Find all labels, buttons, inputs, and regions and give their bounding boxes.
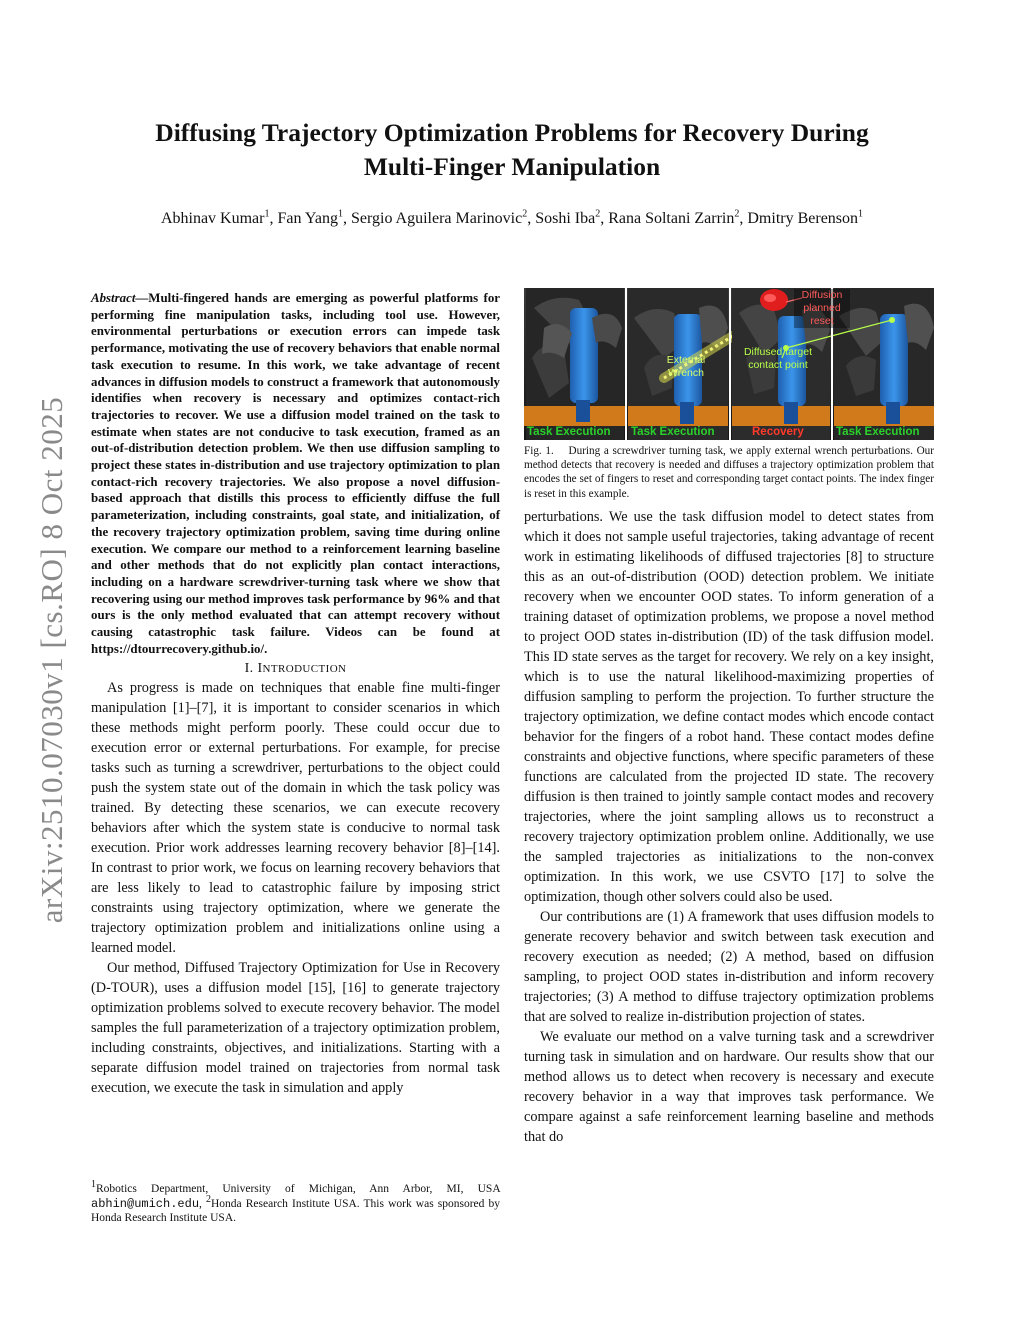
author-list [60, 208, 964, 230]
right-column [524, 288, 934, 1147]
author: Rana Soltani Zarrin$^2$, [608, 208, 748, 227]
figure-1-image [524, 288, 934, 440]
panel-label: Task Execution [527, 426, 611, 438]
figure-1-caption: Fig. 1. During a screwdriver turning task, we apply external wrench perturbations. Our method detects that recovery is needed and diffuses a trajectory optimization problem that encodes the set of fingers to reset and corresponding target contact points. The index finger is reset in this example. [524, 445, 935, 500]
panel-1 [524, 288, 626, 440]
abstract-text: Multi-fingered hands are emerging as powerful platforms for performing fine manipulation tasks, including tool use. However, environmental perturbations or execution errors can impede task performance, motivating the use of recovery behaviors that enable normal task execution to resume. In this work, we take advantage of recent advances in diffusion models to construct a framework that autonomously identifies when recovery is necessary and optimizes contact-rich trajectories to recover. We use a diffusion model trained on the task to estimate when states are not conducive to task execution, framed as an out-of-distribution detection problem. We then use diffusion sampling to project these states in-distribution and use trajectory optimization to plan contact-rich recovery trajectories. We also propose a novel diffusion-based approach that distills this process to efficiently diffuse the full parameterization, including constraints, goal state, and initialization, of the recovery trajectory optimization problem, saving time during online execution. We compare our method to a reinforcement learning baseline and other methods that do not explicitly plan contact interactions, including on a hardware screwdriver-turning task where we show that recovering using our method improves task performance by 96% and that ours is the only method evaluated that can attempt recovery without causing catastrophic task failure. Videos can be found at https://dtourrecovery.github.io/. [91, 291, 500, 656]
body-paragraph: We evaluate our method on a valve turning task and a screwdriver turning task in simulation and on hardware. Our results show that our method allows us to detect when recovery is necessary and execute recovery behavior in a way that improves task performance. We compare against a safe reinforcement learning baseline and methods that do [524, 1028, 934, 1145]
intro-paragraph: Our method, Diffused Trajectory Optimization for Use in Recovery (D-TOUR), uses a diffusion model [15], [16] to generate trajectory optimization problems solved to execute recovery behavior. The model samples the full parameterization of a trajectory optimization problem, including constraints, objectives, and initializations. Starting with a separate diffusion model trained on trajectories from normal task execution, we execute the task in simulation and apply [91, 960, 500, 1097]
paper-title [100, 116, 924, 184]
section-heading-introduction: I. INTRODUCTION [244, 661, 347, 677]
robot-hand-illustration [524, 288, 934, 440]
affiliation-footnote: $^1$Robotics Department, University of Michigan, Ann Arbor, MI, USA abhin@umich.edu, $^2$Honda Research Institute USA. This work was sponsored by Honda Research Institute USA. [91, 1179, 500, 1224]
annotation-diffusion-reset: Diffusion planned reset [794, 289, 850, 328]
abstract: Abstract—Multi-fingered hands are emerging as powerful platforms for performing fine manipulation tasks, including tool use. However, environmental perturbations or execution errors can impede task performance, motivating the use of recovery behaviors that enable normal task execution to resume. In this work, we take advantage of recent advances in diffusion models to construct a framework that autonomously identifies when recovery is necessary and optimizes contact-rich trajectories to recover. We use a diffusion model trained on the task to estimate when states are not conducive to task execution, framed as an out-of-distribution detection problem. We then use diffusion sampling to project these states in-distribution and use trajectory optimization to plan contact-rich recovery trajectories. We also propose a novel diffusion-based approach that distills this process to efficiently diffuse the full parameterization, including constraints, goal state, and initialization, of the recovery trajectory optimization problem, saving time during online execution. We compare our method to a reinforcement learning baseline and other methods that do not explicitly plan contact interactions, including on a hardware screwdriver-turning task where we show that recovering using our method improves task performance by 96% and that ours is the only method evaluated that can attempt recovery without causing catastrophic task failure. Videos can be found at https://dtourrecovery.github.io/. [91, 291, 500, 656]
author: Fan Yang$^1$, [277, 208, 351, 227]
annotation-diffused-target: Diffused target contact point [743, 346, 813, 371]
annotation-external-wrench: External Wrench [666, 354, 706, 379]
author: Abhinav Kumar$^1$, [160, 208, 278, 227]
panel-label: Task Execution [631, 426, 715, 438]
intro-paragraph: As progress is made on techniques that enable fine multi-finger manipulation [1]–[7], it is important to consider scenarios in which these methods might perform poorly. These could occur due to execution error or external perturbations. For example, for precise tasks such as turning a screwdriver, perturbations to the object could push the system state out of the domain in which the task policy was trained. By detecting these scenarios, we can execute recovery behaviors after which the system state is conducive to normal task execution. Prior work addresses learning recovery behavior [8]–[14]. In contrast to prior work, we focus on learning recovery behaviors that are less likely to lead to catastrophic failure by imposing strict constraints using trajectory optimization, where we generate the trajectory optimization problem and initializations online using a learned model. [91, 680, 500, 957]
body-paragraph: perturbations. We use the task diffusion model to detect states from which it does not sample useful trajectories, taking advantage of recent work in estimating likelihoods of diffused trajectories [8] to structure this as an out-of-distribution (OOD) detection problem. We initiate recovery when we encounter OOD states. To inform generation of a training dataset of optimization problems, we propose a novel method to project OOD states in-distribution (ID) of the task diffusion model. This ID state serves as the target for recovery. We rely on a key insight, which is to use the natural likelihood-maximizing properties of diffusion sampling to perform the projection. To further structure the trajectory optimization, we define contact modes which encode contact behavior for the fingers of a robot hand. These contact modes define constraints and objective functions, where specific parameters of these functions are calculated from the projected ID state. The recovery diffusion is then trained to jointly sample contact modes and recovery trajectories, where the joint sampling allows us to reconstruct a recovery trajectory optimization problem online. Additionally, we use the sampled trajectories as initializations to the non-convex optimization. In this work, we use CSVTO [17] to solve the optimization, though other solvers could also be used. [524, 508, 934, 905]
title-line-1: Diffusing Trajectory Optimization Problems for Recovery During [155, 118, 869, 147]
figure-label: Fig. 1. [524, 445, 554, 457]
title-line-2: Multi-Finger Manipulation [363, 152, 661, 181]
panel-label: Recovery [752, 426, 804, 438]
email-link[interactable]: abhin@umich.edu [91, 1196, 200, 1211]
body-paragraph: Our contributions are (1) A framework that uses diffusion models to generate recovery behavior and switch between task execution and recovery execution as needed; (2) A method, based on diffusion sampling, to project OOD states in-distribution and inform recovery trajectories; (3) A method to diffuse trajectory optimization problems that are solved to realize in-distribution projection of states. [524, 908, 934, 1025]
arxiv-stamp: arXiv:2510.07030v1 [cs.RO] 8 Oct 2025 [34, 396, 69, 924]
author: Dmitry Berenson$^1$ [747, 208, 864, 227]
author: Sergio Aguilera Marinovic$^2$, [350, 208, 536, 227]
panel-label: Task Execution [836, 426, 920, 438]
left-column [91, 290, 500, 1098]
author: Soshi Iba$^2$, [535, 208, 609, 227]
abstract-label: Abstract [91, 291, 136, 305]
